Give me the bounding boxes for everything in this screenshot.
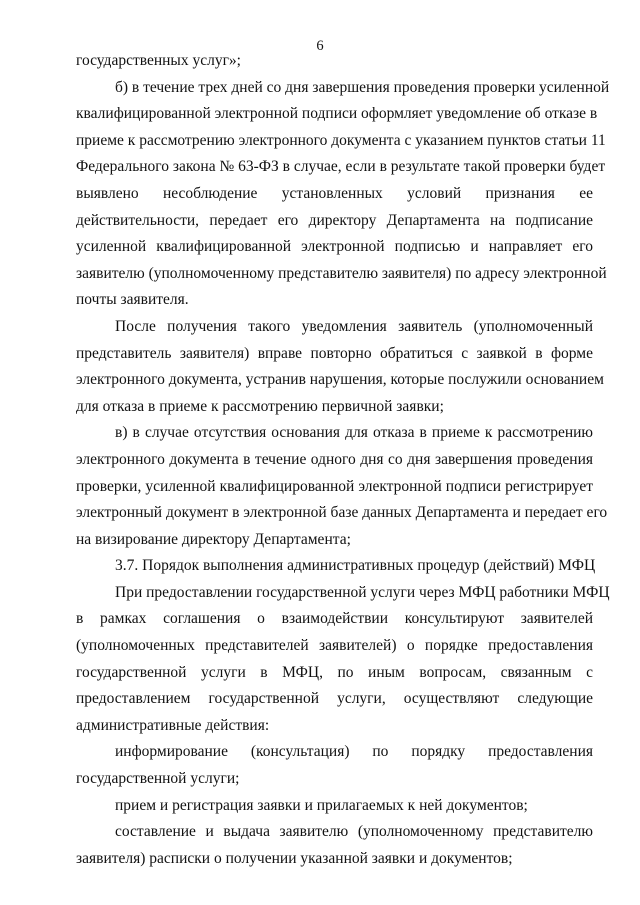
text-line: действительности, передает его директору Департамента на подписание — [76, 211, 593, 229]
text-line: предоставлением государственной услуги, осуществляют следующие — [76, 690, 593, 708]
text-line: б) в течение трех дней со дня завершения проведения проверки усиленной — [115, 78, 610, 96]
document-body — [76, 48, 610, 872]
text-line: заявителя) расписки о получении указанной заявки и документов; — [76, 849, 513, 867]
section-heading: 3.7. Порядок выполнения административных процедур (действий) МФЦ — [115, 557, 596, 575]
text-line: в) в случае отсутствия основания для отказа в приеме к рассмотрению — [115, 424, 593, 442]
text-line: электронного документа, устранив нарушения, которые послужили основанием — [76, 371, 604, 389]
text-line: составление и выдача заявителю (уполномоченному представителю — [115, 823, 593, 841]
text-line: выявлено несоблюдение установленных условий признания ее — [76, 184, 593, 202]
text-line: государственной услуги в МФЦ, по иным вопросам, связанным с — [76, 663, 593, 681]
text-line: приеме к рассмотрению электронного документа с указанием пунктов статьи 11 — [76, 131, 606, 149]
text-line: информирование (консультация) по порядку предоставления — [115, 743, 593, 761]
text-line: (уполномоченных представителей заявителей) о порядке предоставления — [76, 637, 593, 655]
text-line: квалифицированной электронной подписи оформляет уведомление об отказе в — [76, 105, 598, 123]
text-line: электронного документа в течение одного дня со дня завершения проведения — [76, 450, 593, 468]
text-line: на визирование директору Департамента; — [76, 530, 351, 548]
text-line: государственной услуги; — [76, 770, 240, 788]
text-line: государственных услуг»; — [76, 52, 241, 69]
text-line: прием и регистрация заявки и прилагаемых к ней документов; — [115, 796, 528, 814]
text-line: усиленной квалифицированной электронной подписью и направляет его — [76, 238, 593, 256]
text-line: Федерального закона № 63-ФЗ в случае, если в результате такой проверки будет — [76, 158, 606, 176]
text-line: После получения такого уведомления заявитель (уполномоченный — [115, 317, 593, 335]
page-number: 6 — [316, 38, 324, 54]
text-line: почты заявителя. — [76, 291, 189, 309]
text-line: проверки, усиленной квалифицированной электронной подписи регистрирует — [76, 477, 593, 495]
text-line: электронный документ в электронной базе данных Департамента и передает его — [76, 504, 608, 522]
text-line: заявителю (уполномоченному представителю заявителя) по адресу электронной — [76, 264, 607, 282]
text-line: административные действия: — [76, 716, 270, 734]
text-line: в рамках соглашения о взаимодействии консультируют заявителей — [76, 610, 593, 628]
text-line: При предоставлении государственной услуги через МФЦ работники МФЦ — [115, 583, 610, 601]
text-line: представитель заявителя) вправе повторно обратиться с заявкой в форме — [76, 344, 593, 362]
text-line: для отказа в приеме к рассмотрению первичной заявки; — [76, 397, 444, 415]
